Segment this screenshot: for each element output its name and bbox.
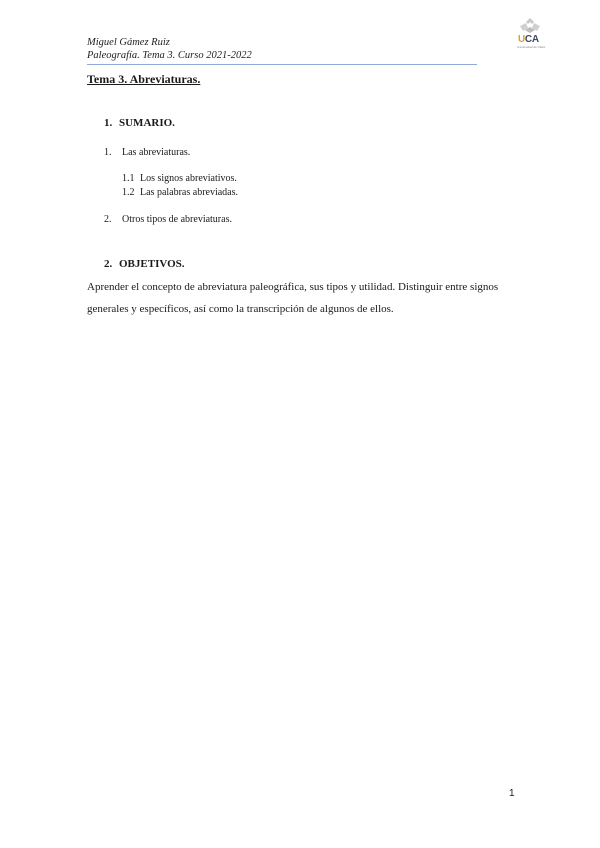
university-logo-text <box>518 34 539 45</box>
objetivos-heading: OBJETIVOS. <box>119 258 185 270</box>
page-title: Tema 3. Abreviaturas. <box>87 72 201 86</box>
header-author: Miguel Gámez Ruiz <box>87 37 170 48</box>
sublist-item-number: 1.1 <box>122 173 135 184</box>
list-item-label: Las abreviaturas. <box>122 147 191 158</box>
sublist-item-label: Los signos abreviativos. <box>140 173 237 184</box>
sublist-item-number: 1.2 <box>122 187 135 198</box>
objetivos-number: 2. <box>104 258 113 270</box>
logo-u: U <box>518 34 525 45</box>
sumario-number: 1. <box>104 117 113 129</box>
sublist-item-label: Las palabras abreviadas. <box>140 187 239 198</box>
page-number: 1 <box>509 788 515 799</box>
logo-ca: CA <box>524 34 539 45</box>
header-text <box>87 36 252 62</box>
list-item-label: Otros tipos de abreviaturas. <box>122 214 232 225</box>
logo-subtitle: Universidad de Cádiz <box>516 45 546 49</box>
sumario-heading: SUMARIO. <box>119 117 175 129</box>
header-divider <box>87 64 477 65</box>
list-item-number: 2. <box>104 214 112 225</box>
objetivos-paragraph: Aprender el concepto de abreviatura paleográfica, sus tipos y utilidad. Distinguir entre signos generales y específicos, así como la transcripción de algunos de ellos. <box>87 281 499 315</box>
header-course: Paleografía. Tema 3. Curso 2021-2022 <box>87 50 252 61</box>
list-item-number: 1. <box>104 147 112 158</box>
